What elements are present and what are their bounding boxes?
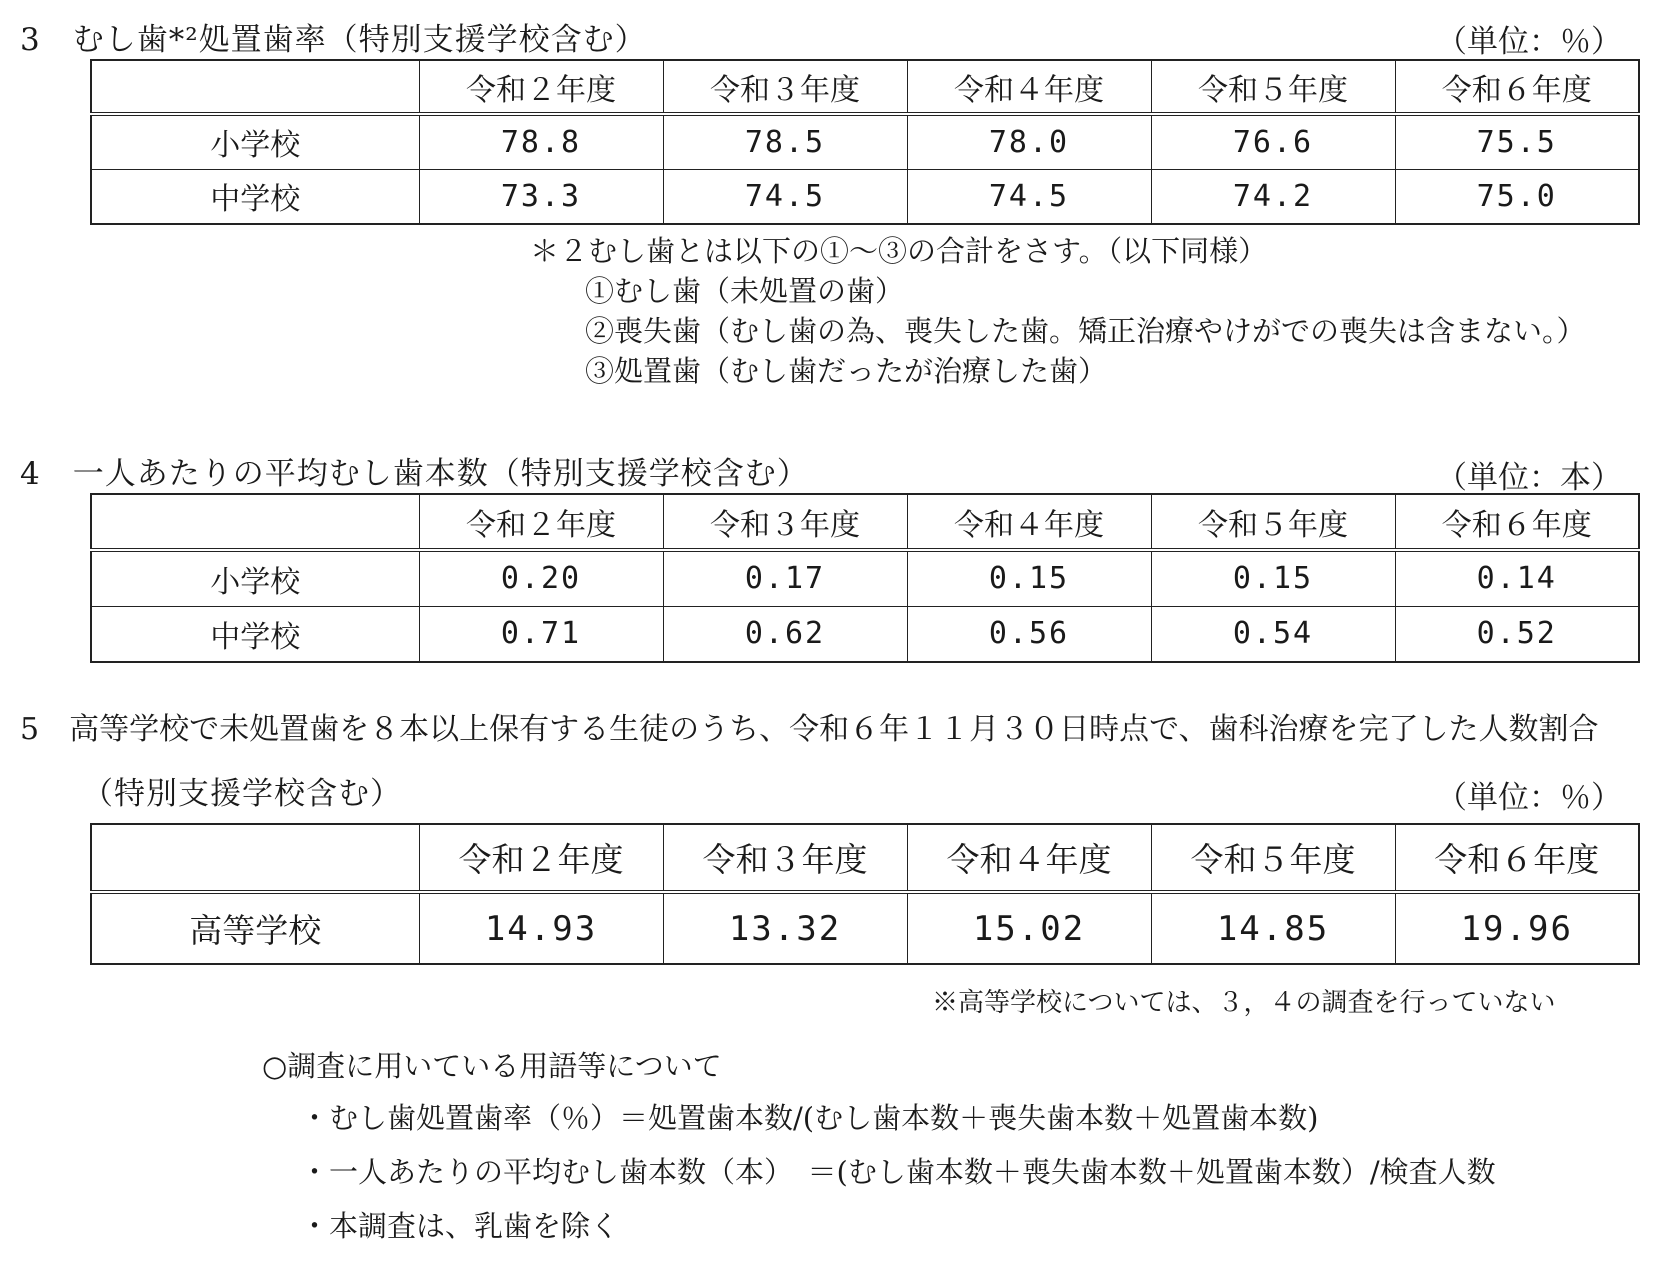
table-cell: 73.3 — [419, 169, 663, 224]
footnote-item: ②喪失歯（むし歯の為、喪失した歯。矯正治療やけがでの喪失は含まない。） — [585, 314, 1586, 348]
table-header-row — [91, 60, 1639, 114]
header-cell: 令和２年度 — [419, 494, 663, 550]
header-cell: 令和４年度 — [907, 494, 1151, 550]
section3-table — [90, 59, 1640, 225]
glossary-heading: ○調査に用いている用語等について — [262, 1049, 722, 1083]
table-cell: 0.54 — [1151, 606, 1395, 662]
section3-title: 3 むし歯*²処置歯率（特別支援学校含む） — [20, 22, 647, 58]
glossary-item: ・一人あたりの平均むし歯本数（本） ＝(むし歯本数＋喪失歯本数＋処置歯本数）/検査人数 — [300, 1155, 1496, 1189]
table-cell: 74.5 — [663, 169, 907, 224]
footnote-item: ③処置歯（むし歯だったが治療した歯） — [585, 354, 1108, 388]
header-cell: 令和６年度 — [1395, 824, 1639, 892]
header-cell: 令和６年度 — [1395, 60, 1639, 114]
table-cell: 0.71 — [419, 606, 663, 662]
header-cell: 令和２年度 — [419, 824, 663, 892]
section4-table — [90, 493, 1640, 663]
table-cell: 75.5 — [1395, 114, 1639, 169]
header-cell-blank — [91, 494, 419, 550]
glossary-item: ・本調査は、乳歯を除く — [300, 1209, 620, 1243]
row-label: 小学校 — [91, 114, 419, 169]
header-cell: 令和３年度 — [663, 60, 907, 114]
table-cell: 0.15 — [1151, 550, 1395, 606]
table-cell: 0.52 — [1395, 606, 1639, 662]
section5-unit: （単位：％） — [1436, 780, 1622, 816]
table-cell: 15.02 — [907, 892, 1151, 964]
table-row — [91, 550, 1639, 606]
row-label: 中学校 — [91, 169, 419, 224]
section3-unit: （単位：％） — [1436, 24, 1622, 60]
table-cell: 0.14 — [1395, 550, 1639, 606]
row-label: 高等学校 — [91, 892, 419, 964]
table-cell: 0.56 — [907, 606, 1151, 662]
table-row — [91, 892, 1639, 964]
row-label: 小学校 — [91, 550, 419, 606]
header-cell: 令和３年度 — [663, 494, 907, 550]
section5-note: ※高等学校については、３，４の調査を行っていない — [932, 988, 1556, 1018]
table-cell: 78.0 — [907, 114, 1151, 169]
table-cell: 0.62 — [663, 606, 907, 662]
header-cell: 令和５年度 — [1151, 824, 1395, 892]
table-cell: 19.96 — [1395, 892, 1639, 964]
table-row — [91, 606, 1639, 662]
header-cell-blank — [91, 60, 419, 114]
table-cell: 13.32 — [663, 892, 907, 964]
row-label: 中学校 — [91, 606, 419, 662]
table-cell: 0.20 — [419, 550, 663, 606]
footnote-definition: ＊２むし歯とは以下の①～③の合計をさす。（以下同様） — [530, 234, 1268, 268]
header-cell-blank — [91, 824, 419, 892]
table-cell: 14.85 — [1151, 892, 1395, 964]
table-row — [91, 114, 1639, 169]
table-cell: 74.2 — [1151, 169, 1395, 224]
header-cell: 令和６年度 — [1395, 494, 1639, 550]
header-cell: 令和４年度 — [907, 824, 1151, 892]
section4-title: 4 一人あたりの平均むし歯本数（特別支援学校含む） — [20, 456, 809, 492]
section4-unit: （単位：本） — [1436, 460, 1622, 496]
table-cell: 74.5 — [907, 169, 1151, 224]
table-cell: 14.93 — [419, 892, 663, 964]
table-cell: 78.5 — [663, 114, 907, 169]
table-header-row — [91, 494, 1639, 550]
table-cell: 76.6 — [1151, 114, 1395, 169]
section5-table — [90, 823, 1640, 965]
table-row — [91, 169, 1639, 224]
section5-title-line2: （特別支援学校含む） — [82, 776, 402, 812]
section5-title-line1: 5 高等学校で未処置歯を８本以上保有する生徒のうち、令和６年１１月３０日時点で、歯科治療を完了した人数割合 — [20, 712, 1599, 747]
header-cell: 令和４年度 — [907, 60, 1151, 114]
table-cell: 78.8 — [419, 114, 663, 169]
footnote-item: ①むし歯（未処置の歯） — [585, 274, 905, 308]
header-cell: 令和２年度 — [419, 60, 663, 114]
table-cell: 0.15 — [907, 550, 1151, 606]
header-cell: 令和５年度 — [1151, 60, 1395, 114]
header-cell: 令和３年度 — [663, 824, 907, 892]
glossary-item: ・むし歯処置歯率（％）＝処置歯本数/(むし歯本数＋喪失歯本数＋処置歯本数) — [300, 1101, 1319, 1135]
table-cell: 0.17 — [663, 550, 907, 606]
header-cell: 令和５年度 — [1151, 494, 1395, 550]
table-header-row — [91, 824, 1639, 892]
table-cell: 75.0 — [1395, 169, 1639, 224]
